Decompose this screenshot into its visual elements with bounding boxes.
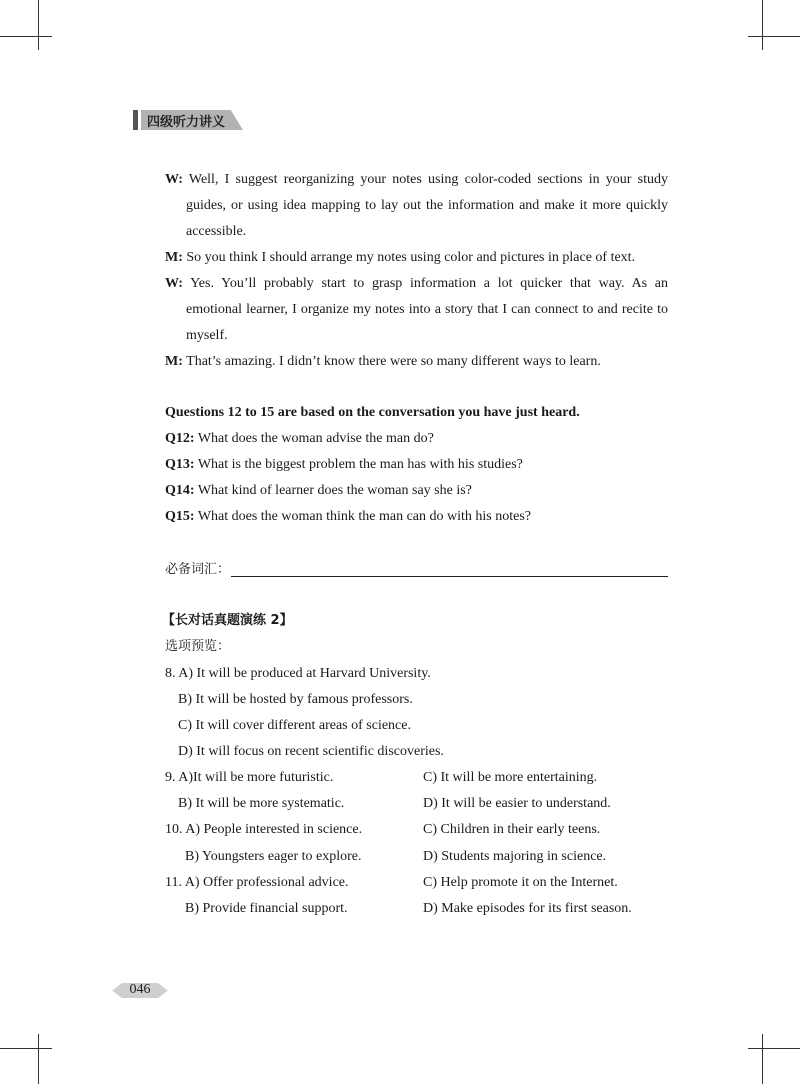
question-text: What kind of learner does the woman say she is? (197, 483, 472, 498)
option-8b: B) It will be hosted by famous professors. (178, 692, 413, 707)
crop-mark (38, 0, 39, 50)
option-8c: C) It will cover different areas of science. (178, 718, 411, 733)
question-text: What does the woman think the man can do with his notes? (197, 509, 532, 524)
question-text: What does the woman advise the man do? (197, 431, 434, 446)
practice-title: 【长对话真题演练 2】 (162, 613, 293, 628)
dialogue-text: guides, or using idea mapping to lay out the information and make it more quickly (186, 198, 668, 213)
option-10d: D) Students majoring in science. (423, 849, 607, 864)
question-item (165, 483, 472, 499)
dialogue-line (186, 198, 668, 214)
question-item (165, 431, 434, 447)
crop-mark (762, 1034, 763, 1084)
dialogue-text: So you think I should arrange my notes using color and pictures in place of text. (186, 250, 636, 265)
question-label: Q15: (165, 509, 195, 524)
speaker-label: W: (165, 276, 183, 291)
option-9d: D) It will be easier to understand. (423, 796, 611, 811)
crop-mark (38, 1034, 39, 1084)
crop-mark (762, 0, 763, 50)
dialogue-line (186, 302, 668, 318)
option-8d: D) It will focus on recent scientific discoveries. (178, 744, 444, 759)
speaker-label: M: (165, 354, 183, 369)
option-8a: 8. A) It will be produced at Harvard University. (165, 666, 431, 681)
option-11b: B) Provide financial support. (185, 901, 348, 916)
question-item (165, 509, 531, 525)
option-11d: D) Make episodes for its first season. (423, 901, 632, 916)
question-text: What is the biggest problem the man has with his studies? (197, 457, 523, 472)
question-label: Q14: (165, 483, 195, 498)
crop-mark (0, 36, 52, 37)
preview-label: 选项预览： (165, 639, 231, 654)
option-9a: 9. A)It will be more futuristic. (165, 770, 334, 785)
crop-mark (748, 1048, 800, 1049)
crop-mark (0, 1048, 52, 1049)
speaker-label: W: (165, 172, 183, 187)
option-10b: B) Youngsters eager to explore. (185, 849, 362, 864)
dialogue-text: emotional learner, I organize my notes into a story that I can connect to and recite to (186, 302, 668, 317)
dialogue-line (165, 250, 635, 266)
crop-mark (748, 36, 800, 37)
dialogue-text: That’s amazing. I didn’t know there were so many different ways to learn. (186, 354, 601, 369)
questions-heading: Questions 12 to 15 are based on the conversation you have just heard. (165, 405, 580, 420)
option-10c: C) Children in their early teens. (423, 822, 601, 837)
header-bar (133, 110, 138, 130)
speaker-label: M: (165, 250, 183, 265)
option-10a: 10. A) People interested in science. (165, 822, 363, 837)
option-11c: C) Help promote it on the Internet. (423, 875, 618, 890)
dialogue-line (186, 224, 246, 240)
option-11a: 11. A) Offer professional advice. (165, 875, 349, 890)
dialogue-line (165, 172, 668, 188)
vocab-label: 必备词汇： (165, 562, 231, 577)
option-9b: B) It will be more systematic. (178, 796, 345, 811)
dialogue-line (186, 328, 228, 344)
question-label: Q13: (165, 457, 195, 472)
dialogue-text: accessible. (186, 224, 247, 239)
page-number-badge (112, 980, 168, 1000)
page-number: 046 (129, 982, 151, 997)
option-9c: C) It will be more entertaining. (423, 770, 598, 785)
dialogue-text: Yes. You’ll probably start to grasp information a lot quicker that way. As an (190, 276, 668, 291)
dialogue-line (165, 354, 601, 370)
dialogue-text: Well, I suggest reorganizing your notes using color-coded sections in your study (188, 172, 668, 187)
section-title: 四级听力讲义 (147, 115, 226, 130)
dialogue-text: myself. (186, 328, 228, 343)
vocab-blank-line[interactable] (231, 576, 668, 577)
dialogue-line (165, 276, 668, 292)
question-label: Q12: (165, 431, 195, 446)
question-item (165, 457, 523, 473)
